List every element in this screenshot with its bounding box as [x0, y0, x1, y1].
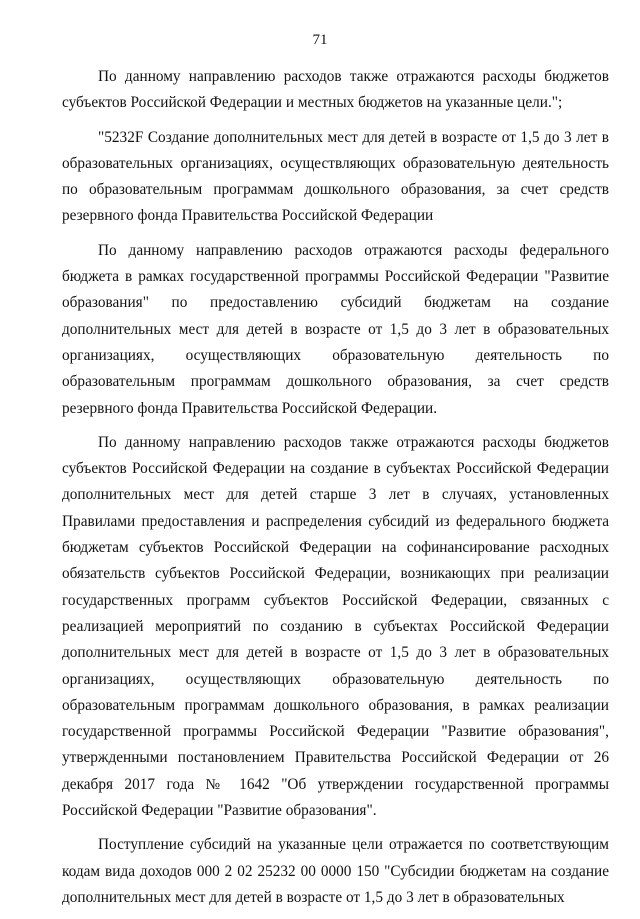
paragraph-4: По данному направлению расходов также отражаются расходы бюджетов субъектов Российской Федерации на создание в субъектах Российской Федерации дополнительных мест для детей старше 3 лет в случаях, установленных Правилами предоставления и распределения субсидий из федерального бюджета бюджетам субъектов Российской Федерации на софинансирование расходных обязательств субъектов Российской Федерации, возникающих при реализации государственных программ субъектов Российской Федерации, связанных с реализацией мероприятий по созданию в субъектах Российской Федерации дополнительных мест для детей в возрасте от 1,5 до 3 лет в образовательных организациях, осуществляющих образовательную деятельность по образовательным программам дошкольного образования, в рамках реализации государственной программы Российской Федерации "Развитие образования", утвержденными постановлением Правительства Российской Федерации от 26 декабря 2017 года № 1642 "Об утверждении государственной программы Российской Федерации "Развитие образования". — [62, 433, 609, 820]
paragraph-5: Поступление субсидий на указанные цели отражается по соответствующим кодам вида доходов 000 2 02 25232 00 0000 150 "Субсидии бюджетам на создание дополнительных мест для детей в возрасте от 1,5 до 3 лет в образовательных — [62, 836, 609, 906]
document-body — [62, 64, 609, 919]
paragraph-2: "5232F Создание дополнительных мест для детей в возрасте от 1,5 до 3 лет в образовательных организациях, осуществляющих образовательную деятельность по образовательным программам дошкольного образования, за счет средств резервного фонда Правительства Российской Федерации — [62, 128, 609, 225]
paragraph-1: По данному направлению расходов также отражаются расходы бюджетов субъектов Российской Федерации и местных бюджетов на указанные цели."; — [62, 68, 609, 112]
page-number: 71 — [312, 32, 328, 48]
paragraph-3: По данному направлению расходов отражаются расходы федерального бюджета в рамках государственной программы Российской Федерации "Развитие образования" по предоставлению субсидий бюджетам на создание дополнительных мест для детей в возрасте от 1,5 до 3 лет в образовательных организациях, осуществляющих образовательную деятельность по образовательным программам дошкольного образования, за счет средств резервного фонда Правительства Российской Федерации. — [62, 241, 609, 417]
